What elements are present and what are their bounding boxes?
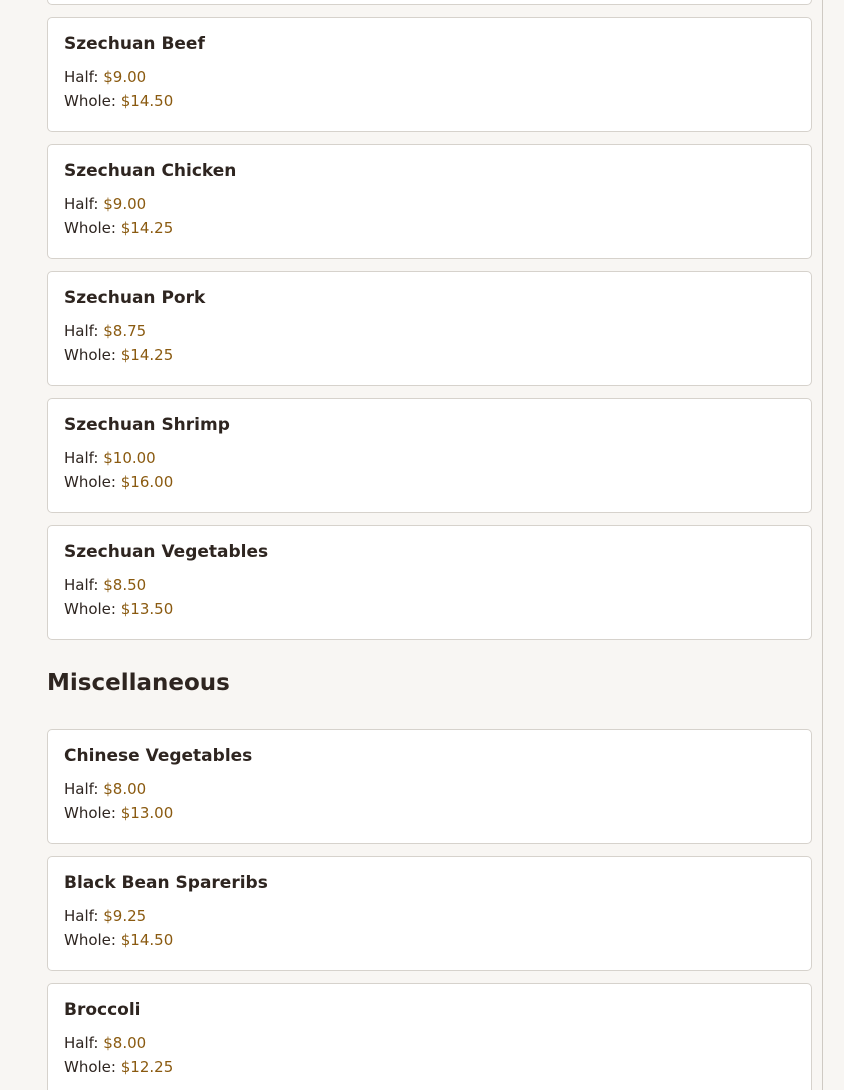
whole-price-line (64, 470, 795, 494)
whole-label: Whole: (64, 804, 116, 822)
menu-item-card-black-bean-spareribs (47, 856, 812, 971)
whole-price: $13.00 (120, 804, 174, 822)
half-label: Half: (64, 576, 99, 594)
half-price: $8.75 (103, 322, 147, 340)
half-label: Half: (64, 322, 99, 340)
menu-item-card-szechuan-beef (47, 17, 812, 132)
half-price: $8.50 (103, 576, 147, 594)
half-price: $9.00 (103, 195, 147, 213)
half-label: Half: (64, 195, 99, 213)
whole-price-line (64, 216, 795, 240)
menu-item-card-szechuan-pork (47, 271, 812, 386)
menu-item-name: Szechuan Vegetables (64, 542, 269, 562)
whole-label: Whole: (64, 219, 116, 237)
menu-item-name: Szechuan Shrimp (64, 415, 230, 435)
whole-price: $14.25 (120, 219, 174, 237)
half-price: $8.00 (103, 780, 147, 798)
half-label: Half: (64, 907, 99, 925)
whole-price-line (64, 343, 795, 367)
section-title-miscellaneous: Miscellaneous (47, 670, 230, 696)
whole-label: Whole: (64, 1058, 116, 1076)
whole-price: $12.25 (120, 1058, 174, 1076)
half-price-line (64, 904, 795, 928)
menu-item-card-szechuan-shrimp (47, 398, 812, 513)
half-price-line (64, 777, 795, 801)
whole-price: $16.00 (120, 473, 174, 491)
menu-item-card-broccoli (47, 983, 812, 1090)
whole-price-line (64, 801, 795, 825)
half-price-line (64, 65, 795, 89)
menu-item-name: Szechuan Beef (64, 34, 205, 54)
half-label: Half: (64, 449, 99, 467)
menu-item-name: Broccoli (64, 1000, 141, 1020)
whole-label: Whole: (64, 92, 116, 110)
menu-content (47, 0, 812, 1090)
half-price-line (64, 192, 795, 216)
whole-label: Whole: (64, 931, 116, 949)
menu-item-card-szechuan-chicken (47, 144, 812, 259)
scroll-edge-divider (822, 0, 823, 1090)
menu-item-name: Chinese Vegetables (64, 746, 253, 766)
whole-price: $13.50 (120, 600, 174, 618)
whole-label: Whole: (64, 346, 116, 364)
half-price-line (64, 573, 795, 597)
menu-item-name: Szechuan Chicken (64, 161, 237, 181)
whole-price: $14.25 (120, 346, 174, 364)
whole-price-line (64, 1055, 795, 1079)
whole-price: $14.50 (120, 92, 174, 110)
menu-item-card-szechuan-vegetables (47, 525, 812, 640)
half-price: $9.25 (103, 907, 147, 925)
half-price-line (64, 446, 795, 470)
whole-label: Whole: (64, 600, 116, 618)
half-price: $10.00 (103, 449, 156, 467)
half-price: $9.00 (103, 68, 147, 86)
whole-price-line (64, 597, 795, 621)
whole-price-line (64, 89, 795, 113)
half-label: Half: (64, 68, 99, 86)
half-price-line (64, 319, 795, 343)
half-price: $8.00 (103, 1034, 147, 1052)
menu-item-card-chinese-vegetables (47, 729, 812, 844)
half-label: Half: (64, 1034, 99, 1052)
half-price-line (64, 1031, 795, 1055)
half-label: Half: (64, 780, 99, 798)
whole-price-line (64, 928, 795, 952)
whole-label: Whole: (64, 473, 116, 491)
menu-item-name: Szechuan Pork (64, 288, 206, 308)
menu-item-card (47, 0, 812, 5)
whole-price: $14.50 (120, 931, 174, 949)
menu-item-name: Black Bean Spareribs (64, 873, 268, 893)
